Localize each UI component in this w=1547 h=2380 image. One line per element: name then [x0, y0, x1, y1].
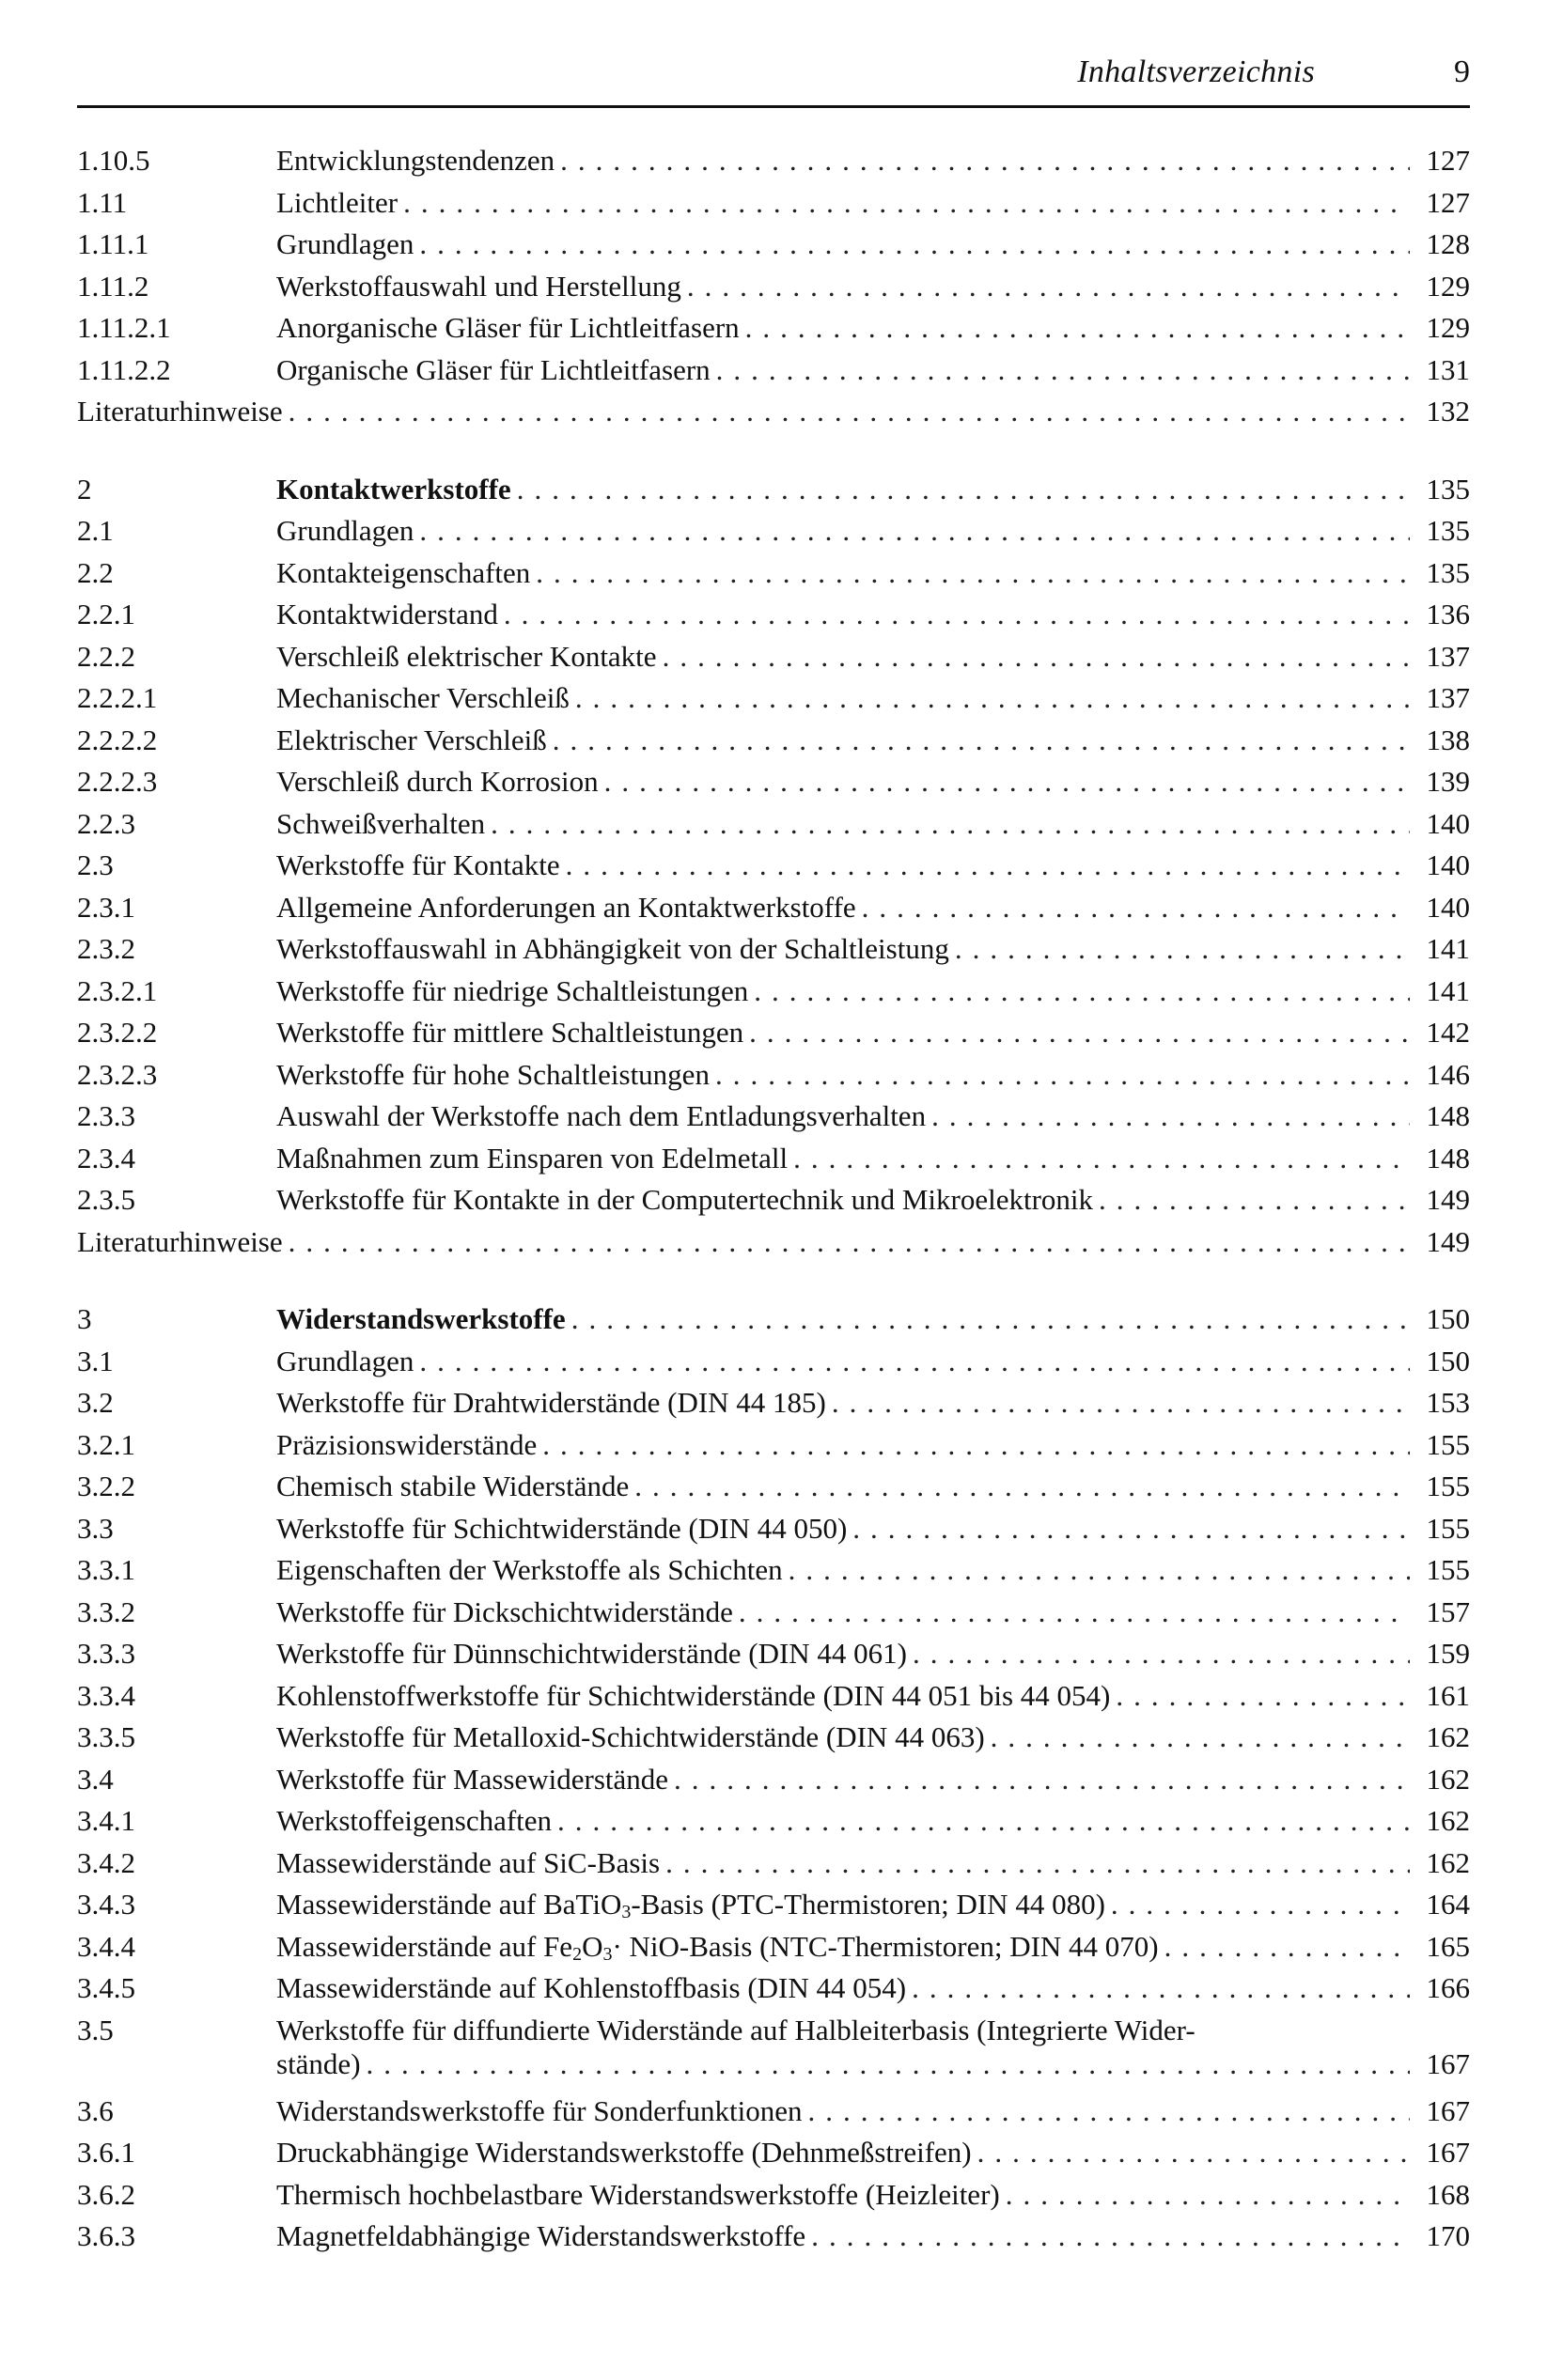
page-ref: 137: [1426, 639, 1470, 673]
section-title: Kohlenstoffwerkstoffe für Schichtwiderstände (DIN 44 051 bis 44 054): [276, 1679, 1116, 1713]
toc-entry: [77, 1428, 1470, 1470]
section-title: Werkstoffauswahl in Abhängigkeit von der Schaltleistung: [276, 932, 955, 966]
leader-dots: [912, 1971, 1410, 2005]
section-number: 3.2.1: [77, 1427, 135, 1461]
page-ref: 127: [1426, 185, 1470, 219]
section-title: Massewiderstände auf $Fe_2O_3\cdot$ NiO-Basis (NTC-Thermistoren; DIN 44 070): [276, 1930, 1164, 1964]
section-title: Grundlagen: [276, 514, 419, 548]
section-number: 3.6.3: [77, 2219, 135, 2252]
toc-entry: [77, 640, 1470, 682]
toc-entry: [77, 681, 1470, 723]
page-ref: 149: [1426, 1183, 1470, 1216]
leader-dots: [403, 186, 1410, 220]
page-number: 9: [1454, 54, 1470, 89]
chapter-number: 3: [77, 1302, 92, 1335]
section-title: Druckabhängige Widerstandswerkstoffe (Dehnmeßstreifen): [276, 2136, 977, 2170]
page-ref: 138: [1426, 723, 1470, 756]
section-number: 2.2.2.3: [77, 765, 158, 798]
section-number: 1.11.2.2: [77, 352, 171, 386]
leader-dots: [419, 1345, 1410, 1378]
toc-entry: [77, 1058, 1470, 1100]
page-ref: 139: [1426, 765, 1470, 798]
section-number: 3.1: [77, 1344, 114, 1377]
page-ref: 140: [1426, 890, 1470, 924]
section-title: Lichtleiter: [276, 186, 403, 220]
section-title: Verschleiß durch Korrosion: [276, 765, 604, 799]
page-ref: 150: [1426, 1344, 1470, 1377]
leader-dots: [739, 1595, 1410, 1629]
toc-entry: [77, 807, 1470, 849]
section-number: 2.3.2.2: [77, 1016, 158, 1049]
toc-entry: [77, 227, 1470, 270]
toc-entry: [77, 974, 1470, 1017]
leader-dots: [1164, 1930, 1410, 1964]
toc-entry: [77, 2136, 1470, 2178]
header-rule: [77, 105, 1470, 108]
section-number: 1.11.1: [77, 227, 149, 260]
subscript: 3: [621, 1902, 632, 1922]
section-title: Schweißverhalten: [276, 807, 491, 841]
leader-dots: [716, 353, 1410, 387]
leader-dots: [517, 473, 1410, 506]
toc-entry: [77, 2094, 1470, 2137]
toc-entry: [77, 1888, 1470, 1930]
toc-entry-references: [77, 395, 1470, 437]
leader-dots: [754, 974, 1410, 1008]
section-number: 3.4: [77, 1762, 114, 1796]
section-number: 1.10.5: [77, 144, 150, 177]
section-title: Werkstoffe für Kontakte: [276, 848, 566, 882]
section-title: Auswahl der Werkstoffe nach dem Entladungsverhalten: [276, 1099, 931, 1133]
leader-dots: [1116, 1679, 1410, 1713]
section-number: 3.5: [77, 2013, 114, 2046]
section-title: Verschleiß elektrischer Kontakte: [276, 640, 663, 674]
leader-dots: [1006, 2178, 1410, 2212]
page-ref: 140: [1426, 848, 1470, 881]
section-title: Massewiderstände auf BaTiO$_3$-Basis (PTC-Thermistoren; DIN 44 080): [276, 1888, 1111, 1921]
section-number: 3.3.5: [77, 1720, 135, 1753]
leader-dots: [862, 891, 1410, 925]
section-title-line-1: Werkstoffe für diffundierte Widerstände auf Halbleiterbasis (Integrierte Wider-: [276, 2013, 1195, 2046]
section-title: Werkstoffe für Schichtwiderstände (DIN 44 050): [276, 1512, 852, 1546]
page-ref: 162: [1426, 1845, 1470, 1879]
leader-dots: [504, 598, 1410, 631]
page-ref: 165: [1426, 1929, 1470, 1963]
leader-dots: [793, 1142, 1410, 1175]
section-title: Werkstoffe für Drahtwiderstände (DIN 44 185): [276, 1386, 832, 1420]
leader-dots: [955, 932, 1410, 966]
section-title: Grundlagen: [276, 1345, 419, 1378]
running-title: Inhaltsverzeichnis: [1077, 54, 1315, 89]
toc-entry: [77, 1930, 1470, 1972]
section-title: Chemisch stabile Widerstände: [276, 1470, 634, 1503]
chapter-title: Widerstandswerkstoffe: [276, 1302, 571, 1336]
section-number: 2.3.3: [77, 1099, 135, 1132]
leader-dots: [542, 1428, 1410, 1462]
section-number: 3.6: [77, 2093, 114, 2127]
section-number: 3.2: [77, 1386, 114, 1419]
toc-entry: [77, 1804, 1470, 1846]
page-ref: 129: [1426, 311, 1470, 344]
section-number: 2.2.2.1: [77, 681, 158, 714]
section-title: Massewiderstände auf Kohlenstoffbasis (DIN 44 054): [276, 1971, 912, 2005]
toc-entry: [77, 1142, 1470, 1184]
section-number: 3.4.3: [77, 1888, 135, 1921]
toc-entry: [77, 1470, 1470, 1512]
toc-entry: [77, 598, 1470, 640]
toc-entry: [77, 2178, 1470, 2220]
toc-entry: [77, 1971, 1470, 2014]
toc-entry: [77, 1553, 1470, 1595]
section-number: 2.3.2.1: [77, 973, 158, 1007]
section-number: 3.4.4: [77, 1929, 135, 1963]
section-title: Werkstoffe für niedrige Schaltleistungen: [276, 974, 754, 1008]
toc-entry: [77, 556, 1470, 599]
toc-entry: [77, 848, 1470, 891]
leader-dots: [852, 1512, 1410, 1546]
leader-dots: [745, 311, 1410, 345]
subscript: 3: [602, 1943, 613, 1965]
page-header: [77, 49, 1470, 107]
section-title: Magnetfeldabhängige Widerstandswerkstoffe: [276, 2219, 811, 2253]
leader-dots: [289, 1225, 1410, 1259]
page-ref: 155: [1426, 1470, 1470, 1502]
section-number: 2.2.1: [77, 598, 135, 630]
section-title: Präzisionswiderstände: [276, 1428, 542, 1462]
leader-dots: [715, 1058, 1410, 1092]
page-ref: 155: [1426, 1427, 1470, 1461]
section-title: Eigenschaften der Werkstoffe als Schichten: [276, 1553, 789, 1587]
leader-dots: [571, 1302, 1410, 1336]
leader-dots: [419, 227, 1410, 261]
toc-entry: [77, 1345, 1470, 1387]
section-number: 3.3: [77, 1511, 114, 1545]
leader-dots: [553, 723, 1410, 757]
leader-dots: [491, 807, 1410, 841]
toc-entry: [77, 353, 1470, 396]
leader-dots: [749, 1016, 1410, 1050]
page-ref: 141: [1426, 932, 1470, 965]
section-number: 3.3.2: [77, 1594, 135, 1628]
leader-dots: [289, 395, 1410, 428]
section-number: 3.6.1: [77, 2136, 135, 2169]
section-number: 2.2.2: [77, 639, 135, 673]
section-number: 2.3.2.3: [77, 1057, 158, 1091]
page-ref: 146: [1426, 1057, 1470, 1091]
leader-dots: [807, 2094, 1410, 2128]
toc-entry: [77, 1763, 1470, 1805]
section-number: 3.3.3: [77, 1637, 135, 1670]
section-title: Werkstoffe für Kontakte in der Computertechnik und Mikroelektronik: [276, 1183, 1099, 1217]
leader-dots: [832, 1386, 1410, 1420]
leader-dots: [789, 1553, 1410, 1587]
toc-entry: [77, 270, 1470, 312]
page-ref: 157: [1426, 1594, 1470, 1628]
section-title: Massewiderstände auf SiC-Basis: [276, 1846, 665, 1880]
section-number: 2.1: [77, 514, 114, 547]
section-number: 2.3.4: [77, 1141, 135, 1174]
section-title: Thermisch hochbelastbare Widerstandswerkstoffe (Heizleiter): [276, 2178, 1006, 2212]
section-number: 3.4.5: [77, 1971, 135, 2004]
page-ref: 161: [1426, 1678, 1470, 1712]
section-title: Grundlagen: [276, 227, 419, 261]
page-ref: 135: [1426, 514, 1470, 547]
leader-dots: [931, 1099, 1410, 1133]
section-title: Mechanischer Verschleiß: [276, 681, 575, 715]
page-ref: 141: [1426, 973, 1470, 1007]
leader-dots: [367, 2047, 1410, 2081]
toc-entry: [77, 2014, 1470, 2094]
page-ref: 166: [1426, 1971, 1470, 2004]
page-ref: 132: [1426, 395, 1470, 428]
section-title: Kontakteigenschaften: [276, 556, 536, 590]
page-ref: 153: [1426, 1386, 1470, 1419]
page-ref: 135: [1426, 555, 1470, 589]
section-title: Werkstoffeigenschaften: [276, 1804, 557, 1838]
toc-entry: [77, 144, 1470, 186]
section-title: Organische Gläser für Lichtleitfasern: [276, 353, 716, 387]
chapter-title: Kontaktwerkstoffe: [276, 473, 517, 506]
section-number: 3.4.1: [77, 1804, 135, 1837]
chapter-number: 2: [77, 472, 92, 506]
section-number: 3.3.1: [77, 1553, 135, 1586]
page-ref: 162: [1426, 1720, 1470, 1753]
section-title: Werkstoffe für Metalloxid-Schichtwiderstände (DIN 44 063): [276, 1720, 991, 1754]
page-ref: 170: [1426, 2219, 1470, 2252]
page-ref: 167: [1426, 2046, 1470, 2080]
page-ref: 137: [1426, 681, 1470, 714]
leader-dots: [991, 1720, 1410, 1754]
toc-entry: [77, 2219, 1470, 2262]
toc-entry: [77, 1386, 1470, 1428]
page-ref: 142: [1426, 1016, 1470, 1049]
toc-entry: [77, 1512, 1470, 1554]
page-ref: 127: [1426, 144, 1470, 177]
table-of-contents: [77, 144, 1470, 2262]
section-title: Elektrischer Verschleiß: [276, 723, 553, 757]
section-number: 3.6.2: [77, 2177, 135, 2211]
toc-entry: [77, 1637, 1470, 1679]
toc-chapter-entry: [77, 1302, 1470, 1345]
page-ref: 155: [1426, 1511, 1470, 1545]
page-ref: 162: [1426, 1762, 1470, 1796]
section-title: Werkstoffauswahl und Herstellung: [276, 270, 687, 303]
section-title: Werkstoffe für hohe Schaltleistungen: [276, 1058, 715, 1092]
toc-entry: [77, 1016, 1470, 1058]
toc-chapter-entry: [77, 473, 1470, 515]
section-title: Literaturhinweise: [77, 1225, 289, 1259]
leader-dots: [604, 765, 1410, 799]
page-ref: 149: [1426, 1224, 1470, 1258]
section-title-line-2: stände): [276, 2047, 367, 2081]
subscript: 2: [572, 1943, 583, 1965]
section-number: 3.3.4: [77, 1678, 135, 1712]
section-number: 2.3: [77, 848, 114, 881]
leader-dots: [687, 270, 1410, 303]
toc-entry-references: [77, 1225, 1470, 1268]
page-ref: 167: [1426, 2093, 1470, 2127]
leader-dots: [811, 2219, 1410, 2253]
leader-dots: [634, 1470, 1410, 1503]
page-ref: 167: [1426, 2136, 1470, 2169]
leader-dots: [536, 556, 1410, 590]
toc-entry: [77, 723, 1470, 766]
section-title: Anorganische Gläser für Lichtleitfasern: [276, 311, 745, 345]
section-number: 1.11.2: [77, 269, 149, 303]
page-ref: 148: [1426, 1141, 1470, 1174]
section-number: 1.11: [77, 185, 128, 219]
section-title: Werkstoffe für Dünnschichtwiderstände (DIN 44 061): [276, 1637, 913, 1671]
section-title: Werkstoffe für Dickschichtwiderstände: [276, 1595, 739, 1629]
page-ref: 162: [1426, 1804, 1470, 1837]
section-number: 2.2: [77, 555, 114, 589]
leader-dots: [977, 2136, 1410, 2170]
page-ref: 140: [1426, 806, 1470, 840]
section-number: 2.2.3: [77, 806, 135, 840]
section-title: Maßnahmen zum Einsparen von Edelmetall: [276, 1142, 793, 1175]
section-title: Kontaktwiderstand: [276, 598, 504, 631]
leader-dots: [419, 514, 1410, 548]
page-ref: 135: [1426, 472, 1470, 506]
section-number: 3.2.2: [77, 1470, 135, 1502]
page-ref: 131: [1426, 352, 1470, 386]
page-ref: 150: [1426, 1302, 1470, 1335]
leader-dots: [674, 1763, 1410, 1797]
toc-entry: [77, 186, 1470, 228]
toc-entry: [77, 1720, 1470, 1763]
toc-entry: [77, 1846, 1470, 1889]
toc-entry: [77, 514, 1470, 556]
section-number: 2.3.5: [77, 1183, 135, 1216]
page-ref: 129: [1426, 269, 1470, 303]
page-ref: 155: [1426, 1553, 1470, 1586]
leader-dots: [575, 681, 1410, 715]
page-ref: 136: [1426, 598, 1470, 630]
leader-dots: [663, 640, 1410, 674]
section-title: Widerstandswerkstoffe für Sonderfunktionen: [276, 2094, 807, 2128]
section-number: 2.3.1: [77, 890, 135, 924]
toc-entry: [77, 765, 1470, 807]
toc-entry: [77, 1099, 1470, 1142]
toc-entry: [77, 1595, 1470, 1638]
section-number: 3.4.2: [77, 1845, 135, 1879]
toc-entry: [77, 932, 1470, 974]
toc-entry: [77, 1183, 1470, 1225]
leader-dots: [913, 1637, 1410, 1671]
toc-entry: [77, 891, 1470, 933]
section-title: Allgemeine Anforderungen an Kontaktwerkstoffe: [276, 891, 862, 925]
leader-dots: [665, 1846, 1410, 1880]
page-ref: 164: [1426, 1888, 1470, 1921]
leader-dots: [566, 848, 1410, 882]
toc-entry: [77, 311, 1470, 353]
leader-dots: [560, 144, 1410, 178]
page-ref: 148: [1426, 1099, 1470, 1132]
leader-dots: [557, 1804, 1410, 1838]
leader-dots: [1111, 1888, 1410, 1921]
section-number: 1.11.2.1: [77, 311, 171, 344]
leader-dots: [1099, 1183, 1410, 1217]
toc-entry: [77, 1679, 1470, 1721]
page-ref: 128: [1426, 227, 1470, 260]
section-title: Werkstoffe für mittlere Schaltleistungen: [276, 1016, 749, 1050]
section-title: Entwicklungstendenzen: [276, 144, 560, 178]
page-ref: 159: [1426, 1637, 1470, 1670]
section-number: 2.2.2.2: [77, 723, 158, 756]
section-number: 2.3.2: [77, 932, 135, 965]
section-title: Literaturhinweise: [77, 395, 289, 428]
section-title: Werkstoffe für Massewiderstände: [276, 1763, 674, 1797]
page-ref: 168: [1426, 2177, 1470, 2211]
